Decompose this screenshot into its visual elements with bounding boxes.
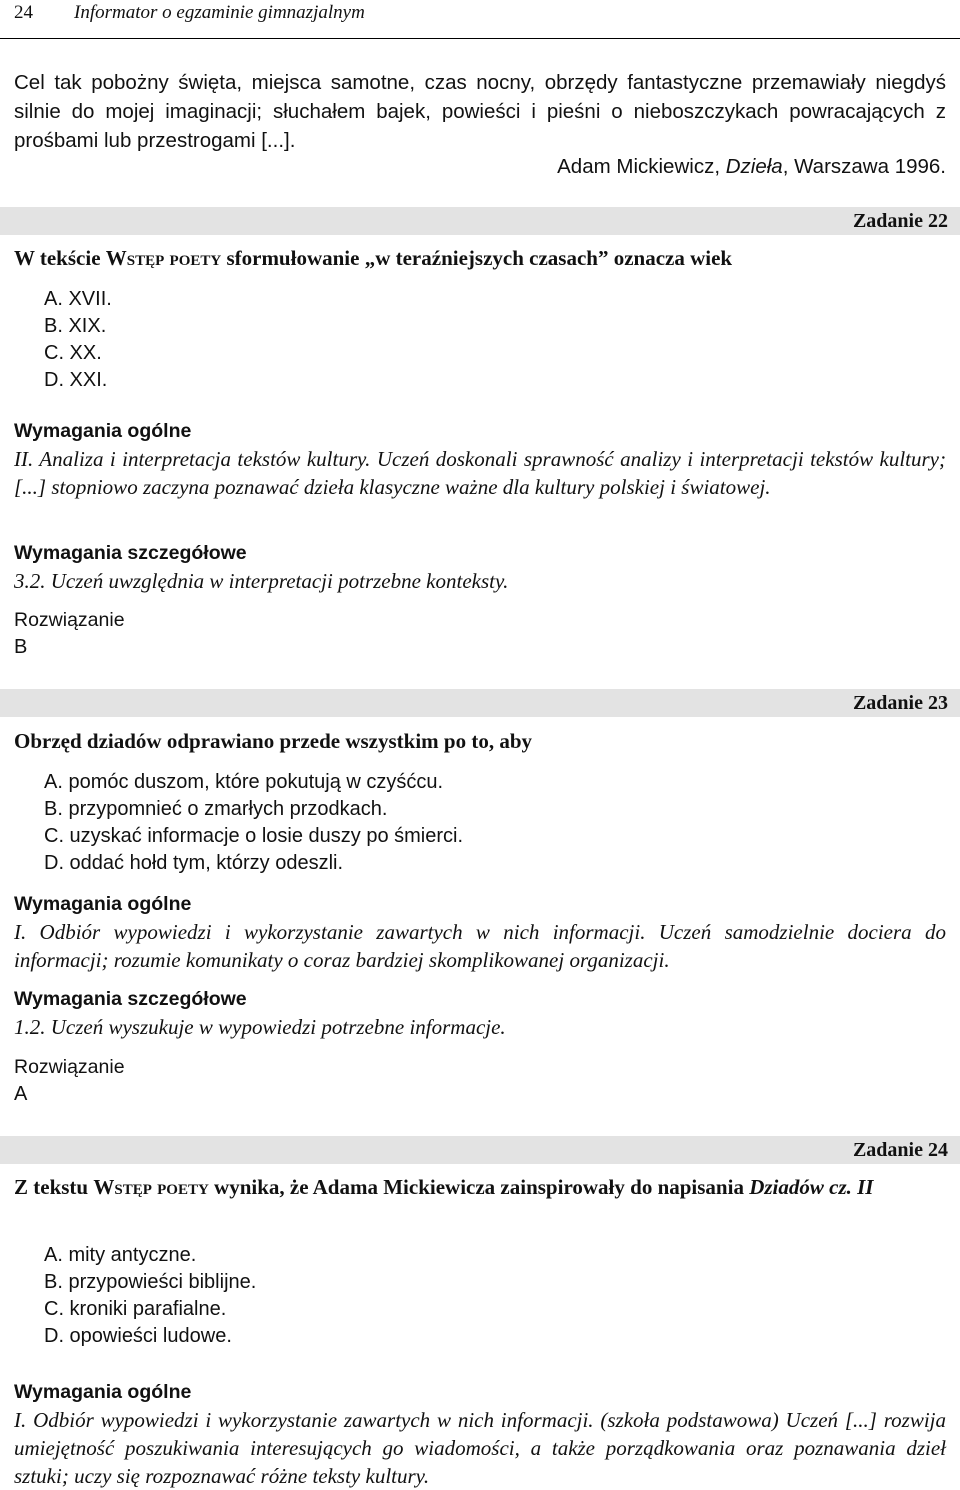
general-requirements-heading: Wymagania ogólne [14, 893, 192, 915]
answer-option: C. XX. [44, 342, 102, 364]
answer-option: B. przypowieści biblijne. [44, 1271, 257, 1293]
task-24-label: Zadanie 24 [852, 1139, 948, 1161]
detailed-requirements-text: 1.2. Uczeń wyszukuje w wypowiedzi potrzebne informacje. [14, 1015, 506, 1039]
general-requirements-text: I. Odbiór wypowiedzi i wykorzystanie zawartych w nich informacji. Uczeń samodzielnie dociera do informacji; rozumie komunikaty o coraz bardziej skomplikowanej organizacji. [14, 920, 946, 972]
task-24-bar [0, 1136, 960, 1164]
page-number: 24 [14, 2, 33, 23]
task-22-bar [0, 207, 960, 235]
quote-source: Adam Mickiewicz, Dzieła, Warszawa 1996. [557, 155, 946, 178]
general-requirements-text: I. Odbiór wypowiedzi i wykorzystanie zawartych w nich informacji. (szkoła podstawowa) Uczeń [...] rozwija umiejętność poszukiwania interesujących go wiadomości, a także porządkowania oraz poznawania dzieł sztuki; uczy się rozpoznawać różne teksty kultury. [14, 1408, 946, 1488]
task-23-answers [44, 769, 463, 877]
solution-answer: A [14, 1083, 28, 1105]
solution-heading: Rozwiązanie [14, 1056, 125, 1078]
answer-option: D. oddać hołd tym, którzy odeszli. [44, 852, 344, 874]
quote-text: Cel tak pobożny święta, miejsca samotne, czas nocny, obrzędy fantastyczne przemawiały niegdyś silnie do mojej imaginacji; słuchałem bajek, powieści i pieśni o nieboszczykach powracających z prośbami lub przestrogami [...]. [14, 71, 946, 152]
answer-option: A. pomóc duszom, które pokutują w czyśćcu. [44, 771, 444, 793]
task-23-label: Zadanie 23 [852, 692, 948, 714]
detailed-requirements-heading: Wymagania szczegółowe [14, 988, 247, 1010]
general-requirements-heading: Wymagania ogólne [14, 1381, 192, 1403]
answer-option: A. mity antyczne. [44, 1244, 197, 1266]
task-23-question: Obrzęd dziadów odprawiano przede wszystkim po to, aby [14, 729, 533, 753]
task-22-label: Zadanie 22 [852, 210, 948, 232]
solution-heading: Rozwiązanie [14, 609, 125, 631]
running-header-title: Informator o egzaminie gimnazjalnym [74, 2, 365, 23]
detailed-requirements-heading: Wymagania szczegółowe [14, 542, 247, 564]
general-requirements-text: II. Analiza i interpretacja tekstów kultury. Uczeń doskonali sprawność analizy i interpretacji tekstów kultury; [...] stopniowo zaczyna poznawać dzieła klasyczne ważne dla kultury polskiej i światowej. [14, 447, 946, 499]
task-24-question: Z tekstu Wstęp poety wynika, że Adama Mickiewicza zainspirowały do napisania Dziadów cz. II [14, 1175, 874, 1199]
answer-option: B. XIX. [44, 315, 107, 337]
task-24-answers [44, 1242, 256, 1350]
answer-option: B. przypomnieć o zmarłych przodkach. [44, 798, 388, 820]
answer-option: C. kroniki parafialne. [44, 1298, 227, 1320]
task-22-question: W tekście Wstęp poety sformułowanie „w teraźniejszych czasach” oznacza wiek [14, 246, 733, 270]
answer-option: C. uzyskać informacje o losie duszy po śmierci. [44, 825, 464, 847]
answer-option: D. XXI. [44, 369, 108, 391]
general-requirements-heading: Wymagania ogólne [14, 420, 192, 442]
task-22-answers [44, 286, 112, 394]
detailed-requirements-text: 3.2. Uczeń uwzględnia w interpretacji potrzebne konteksty. [14, 569, 509, 593]
task-23-bar [0, 689, 960, 717]
answer-option: A. XVII. [44, 288, 112, 310]
header-rule [0, 38, 960, 39]
answer-option: D. opowieści ludowe. [44, 1325, 232, 1347]
solution-answer: B [14, 636, 28, 658]
